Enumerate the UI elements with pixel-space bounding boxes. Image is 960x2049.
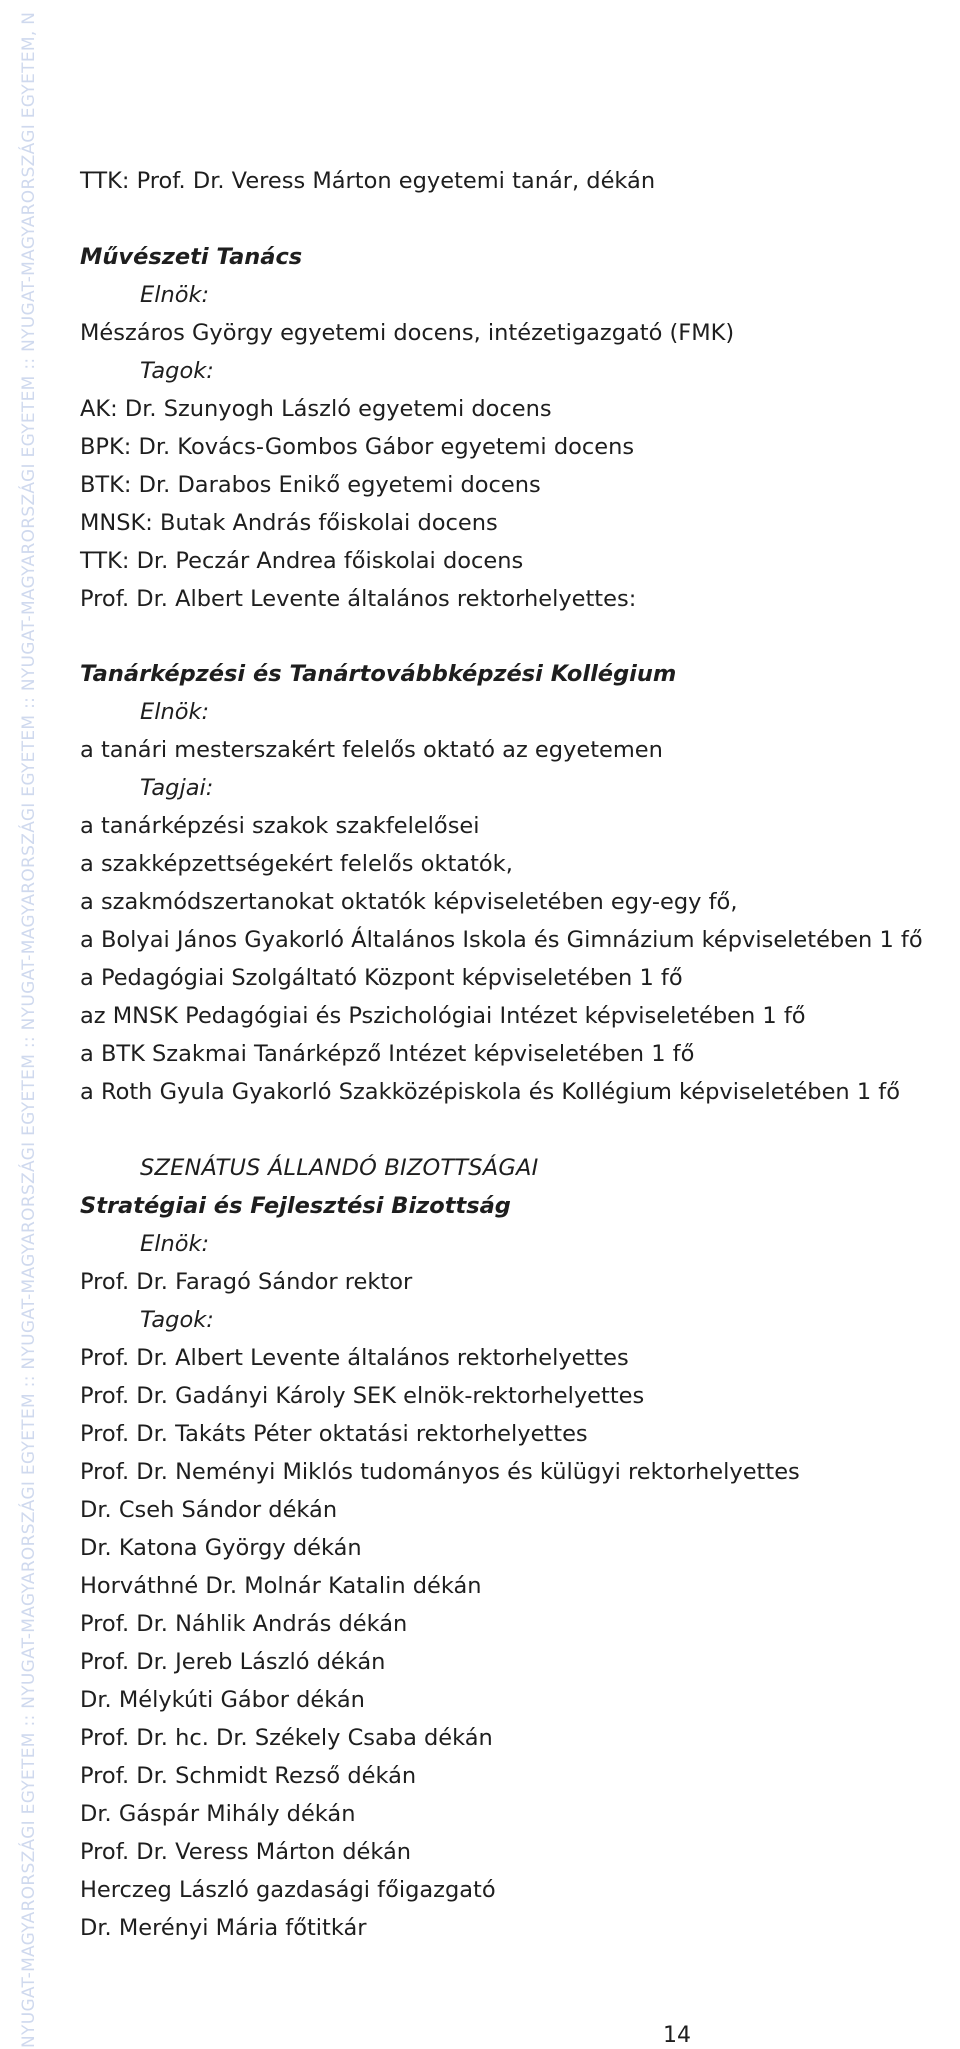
side-watermark-strip: [0, 0, 39, 2048]
muveszeti-elnok: Mészáros György egyetemi docens, intézetigazgató (FMK): [80, 320, 735, 346]
list-item: Prof. Dr. Náhlik András dékán: [80, 1611, 408, 1637]
list-item: Prof. Dr. Gadányi Károly SEK elnök-rektorhelyettes: [80, 1383, 645, 1409]
list-item: a BTK Szakmai Tanárképző Intézet képviseletében 1 fő: [80, 1041, 695, 1067]
list-item: Prof. Dr. Veress Márton dékán: [80, 1839, 412, 1865]
list-item: a szakképzettségekért felelős oktatók,: [80, 851, 513, 877]
list-item: a tanárképzési szakok szakfelelősei: [80, 813, 480, 839]
list-item: a Roth Gyula Gyakorló Szakközépiskola és Kollégium képviseletében 1 fő: [80, 1079, 900, 1105]
tanarkepzesi-elnok-label: Elnök:: [140, 699, 210, 725]
list-item: BTK: Dr. Darabos Enikő egyetemi docens: [80, 472, 541, 498]
list-item: Prof. Dr. Neményi Miklós tudományos és külügyi rektorhelyettes: [80, 1459, 800, 1485]
list-item: TTK: Dr. Peczár Andrea főiskolai docens: [80, 548, 524, 574]
szenatus-bizottsagai-section-title: SZENÁTUS ÁLLANDÓ BIZOTTSÁGAI: [140, 1155, 539, 1181]
list-item: Dr. Cseh Sándor dékán: [80, 1497, 338, 1523]
list-item: Prof. Dr. Albert Levente általános rektorhelyettes: [80, 1345, 629, 1371]
list-item: a Pedagógiai Szolgáltató Központ képviseletében 1 fő: [80, 965, 683, 991]
list-item: a Bolyai János Gyakorló Általános Iskola és Gimnázium képviseletében 1 fő: [80, 927, 923, 953]
list-item: Herczeg László gazdasági főigazgató: [80, 1877, 496, 1903]
list-item: Prof. Dr. Albert Levente általános rektorhelyettes:: [80, 586, 637, 612]
tanarkepzesi-kollegium-heading: Tanárképzési és Tanártovábbképzési Kollégium: [80, 661, 677, 687]
list-item: Prof. Dr. hc. Dr. Székely Csaba dékán: [80, 1725, 493, 1751]
side-watermark-text: NYUGAT-MAGYARORSZÁGI EGYETEM :: NYUGAT-MAGYARORSZÁGI EGYETEM :: NYUGAT-MAGYARORSZÁGI EGYETEM :: NYUGAT-MAGYARORSZÁGI EGYETEM :: NYUGAT-MAGYARORSZÁGI EGYETEM :: NYUGAT-MAGYARORSZÁGI EGYETEM, N: [19, 11, 39, 2048]
list-item: MNSK: Butak András főiskolai docens: [80, 510, 498, 536]
tanarkepzesi-elnok: a tanári mesterszakért felelős oktató az egyetemen: [80, 737, 663, 763]
bizottsag-elnok: Prof. Dr. Faragó Sándor rektor: [80, 1269, 413, 1295]
list-item: Prof. Dr. Jereb László dékán: [80, 1649, 386, 1675]
list-item: Dr. Katona György dékán: [80, 1535, 362, 1561]
muveszeti-tagok-label: Tagok:: [140, 358, 214, 384]
bizottsag-tagok-label: Tagok:: [140, 1307, 214, 1333]
list-item: az MNSK Pedagógiai és Pszichológiai Intézet képviseletében 1 fő: [80, 1003, 806, 1029]
list-item: Dr. Merényi Mária főtitkár: [80, 1915, 367, 1941]
page-number: 14: [663, 2023, 691, 2048]
list-item: Prof. Dr. Takáts Péter oktatási rektorhelyettes: [80, 1421, 588, 1447]
ttk-dean-line: TTK: Prof. Dr. Veress Márton egyetemi tanár, dékán: [80, 168, 656, 194]
list-item: a szakmódszertanokat oktatók képviseletében egy-egy fő,: [80, 889, 738, 915]
muveszeti-elnok-label: Elnök:: [140, 282, 210, 308]
list-item: Prof. Dr. Schmidt Rezső dékán: [80, 1763, 417, 1789]
bizottsag-elnok-label: Elnök:: [140, 1231, 210, 1257]
list-item: BPK: Dr. Kovács-Gombos Gábor egyetemi docens: [80, 434, 635, 460]
list-item: Dr. Mélykúti Gábor dékán: [80, 1687, 365, 1713]
tanarkepzesi-tagjai-label: Tagjai:: [140, 775, 214, 801]
list-item: Horváthné Dr. Molnár Katalin dékán: [80, 1573, 482, 1599]
muveszeti-tanacs-heading: Művészeti Tanács: [80, 244, 303, 270]
strategiai-bizottsag-heading: Stratégiai és Fejlesztési Bizottság: [80, 1193, 511, 1219]
list-item: Dr. Gáspár Mihály dékán: [80, 1801, 356, 1827]
list-item: AK: Dr. Szunyogh László egyetemi docens: [80, 396, 552, 422]
